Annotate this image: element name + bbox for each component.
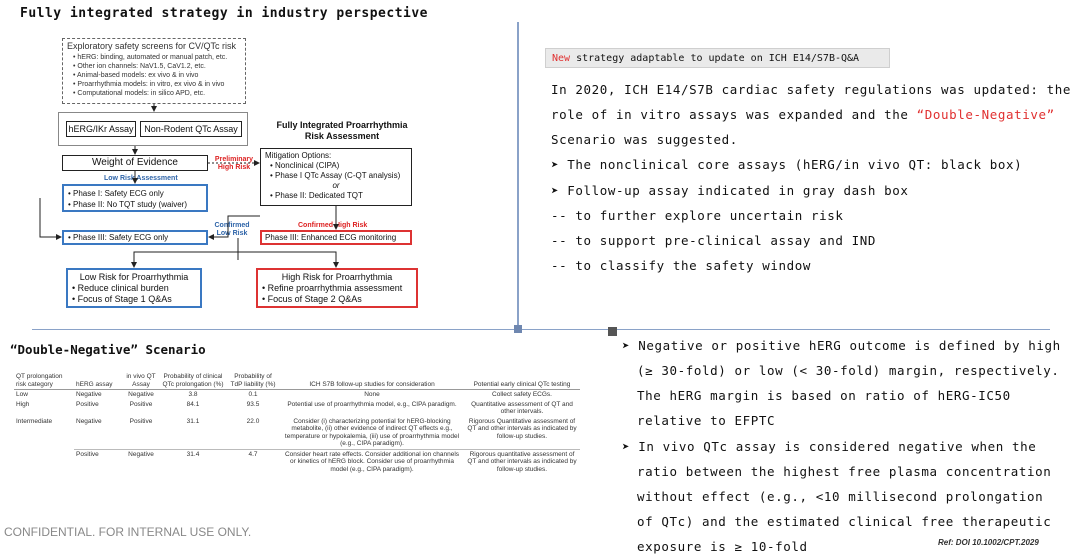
th-invivo: in vivo QT Assay [122,372,160,390]
invivo-bullet-l1: ➤ In vivo QTc assay is considered negative when the [622,439,1037,454]
high-risk-label: High Risk [217,164,251,171]
connector-to-high-risk [238,252,336,267]
double-negative-table [14,372,580,474]
invivo-bullet-l5: exposure is ≥ 10-fold [637,539,808,554]
cell: 22.0 [246,417,260,425]
cell: Negative [128,391,154,398]
cell: 31.4 [160,449,226,474]
exploratory-item: • Proarrhythmia models: in vitro, ex vivo & in vivo [73,81,225,88]
high-risk-item: • Focus of Stage 2 Q&As [262,294,362,304]
connector-phase1-to-safety [40,198,61,237]
cell: 31.1 [186,417,200,425]
herg-bullet-l3: The hERG margin is based on ratio of hERG-IC50 [637,388,1011,403]
low-risk-label: Low Risk [216,230,248,237]
high-risk-header: High Risk for Proarrhythmia [281,272,393,282]
double-negative-highlight: “Double-Negative” [916,107,1055,122]
th-followup: ICH S7B follow-up studies for consideration [280,372,464,390]
high-risk-item: • Refine proarrhythmia assessment [262,283,403,293]
intro-line3: Scenario was suggested. [551,132,738,147]
mitigation-header: Mitigation Options: [265,151,332,160]
herg-bullet-l1: ➤ Negative or positive hERG outcome is defined by high [622,338,1061,353]
fipra-title-line1: Fully Integrated Proarrhythmia [276,120,408,130]
cell: Rigorous Quantitative assessment of QT and other intervals as indicated by follow-up studies. [467,417,577,440]
header-rest: strategy adaptable to update on ICH E14/S7B-Q&A [570,53,860,64]
divider-marker-right [608,327,617,336]
reference-doi: Ref: DOI 10.1002/CPT.2029 [938,538,1039,547]
th-clinical: Potential early clinical QTc testing [464,372,580,390]
cell: Rigorous quantitative assessment of QT and other intervals as indicated by follow-up studies. [464,449,580,474]
cell: Collect safety ECGs. [492,391,552,398]
mitigation-item: • Nonclinical (CIPA) [270,161,340,170]
preliminary-label: Preliminary [214,156,254,163]
exploratory-header: Exploratory safety screens for CV/QTc risk [67,41,237,51]
connector-to-low-risk [134,252,238,267]
cell: Positive [76,400,99,408]
cell: Intermediate [16,417,53,425]
cell: Negative [76,391,102,398]
cell: Consider (i) characterizing potential for hERG-blocking metabolite, (ii) other evidence of indirect QT effects e.g., temperature or hypokalemia, (iii) use of proarrhythmia model (e.g., CIPA paradigm). [284,417,460,447]
th-prob-qtc: Probability of clinical QTc prolongation (%) [160,372,226,390]
th-herg: hERG assay [74,372,122,390]
cell: 84.1 [186,400,200,408]
header-new: New [552,53,571,64]
intro-line2 [551,107,1055,122]
flowchart-connectors [0,0,520,320]
weight-of-evidence-box: Weight of Evidence [62,155,208,171]
divider-marker-left [514,325,522,333]
dash-support: -- to support pre-clinical assay and IND [551,233,877,248]
herg-bullet-l2: (≥ 30-fold) or low (< 30-fold) margin, respectively. [637,363,1060,378]
invivo-bullet-l2: ratio between the highest free plasma concentration [637,464,1052,479]
connector-mitigation-to-safety [209,216,260,237]
exploratory-item: • hERG: binding, automated or manual patch, etc. [73,54,228,61]
exploratory-item: • Other ion channels: NaV1.5, CaV1.2, etc. [73,63,206,70]
mitigation-or: or [332,181,340,190]
low-risk-item: • Reduce clinical burden [72,283,169,293]
strategy-header [545,48,890,68]
dash-explore: -- to further explore uncertain risk [551,208,844,223]
cell: Low [16,391,28,398]
invivo-bullet-l4: of QTc) and the estimated clinical free therapeutic [637,514,1052,529]
mitigation-item: • Phase I QTc Assay (C-QT analysis) [270,171,401,180]
cell: Positive [129,417,153,425]
bullet-core-assays: ➤ The nonclinical core assays (hERG/in vivo QT: black box) [551,157,1023,172]
cell: 4.7 [226,449,280,474]
cell: Positive [74,449,122,474]
herg-assay-box: hERG/IKr Assay [66,121,136,137]
confirmed-high-risk-label: Confirmed High Risk [298,222,368,229]
herg-bullet-l4: relative to EFPTC [637,413,776,428]
double-negative-title: “Double-Negative” Scenario [10,342,206,357]
th-risk: QT prolongation risk category [14,372,74,390]
cell: 0.1 [248,391,258,398]
invivo-bullet-l3: without effect (e.g., <10 millisecond prolongation [637,489,1044,504]
table-row [14,449,580,474]
th-prob-tdp: Probability of TdP liability (%) [226,372,280,390]
dash-classify: -- to classify the safety window [551,258,812,273]
table-row [14,417,580,450]
horizontal-divider [32,329,1050,330]
cell [14,449,74,474]
cell: Negative [76,417,102,425]
nonrodent-qtc-box: Non-Rodent QTc Assay [140,121,242,137]
cell: None [364,391,380,398]
cell: High [16,400,30,408]
low-risk-item: • Focus of Stage 1 Q&As [72,294,172,304]
confidential-footer: CONFIDENTIAL. FOR INTERNAL USE ONLY. [4,525,252,539]
cell: Potential use of proarrhythmia model, e.g., CIPA paradigm. [287,400,457,408]
table-row [14,390,580,400]
phase2-text: • Phase II: No TQT study (waiver) [68,200,187,209]
confirmed-label: Confirmed [214,222,250,229]
low-risk-assessment-label: Low Risk Assessment [104,175,178,182]
cell: Negative [122,449,160,474]
low-risk-header: Low Risk for Proarrhythmia [79,272,189,282]
intro-line2-a: role of in vitro assays was expanded and the [551,107,917,122]
cell: 3.8 [188,391,198,398]
phase3-enhanced-box: Phase III: Enhanced ECG monitoring [260,230,412,245]
cell: Positive [129,400,153,408]
mitigation-item: • Phase II: Dedicated TQT [270,191,363,200]
phase3-safety-box: • Phase III: Safety ECG only [62,230,208,245]
cell: Consider heart rate effects. Consider additional ion channels or kinetics of hERG block. Consider use of proarrhythmia model (e.g., CIPA paradigm). [280,449,464,474]
fipra-title-line2: Risk Assessment [304,131,380,141]
exploratory-item: • Computational models: in silico APD, etc. [73,90,206,97]
table-header-row [14,372,580,390]
phase1-text: • Phase I: Safety ECG only [68,189,164,198]
cell: 93.5 [246,400,260,408]
bullet-followup: ➤ Follow-up assay indicated in gray dash box [551,183,909,198]
exploratory-item: • Animal-based models: ex vivo & in vivo [73,72,199,79]
table-row [14,400,580,417]
intro-line1: In 2020, ICH E14/S7B cardiac safety regulations was updated: the [551,82,1072,97]
slide-title: Fully integrated strategy in industry perspective [20,6,429,21]
cell: Quantitative assessment of QT and other intervals. [471,400,573,415]
